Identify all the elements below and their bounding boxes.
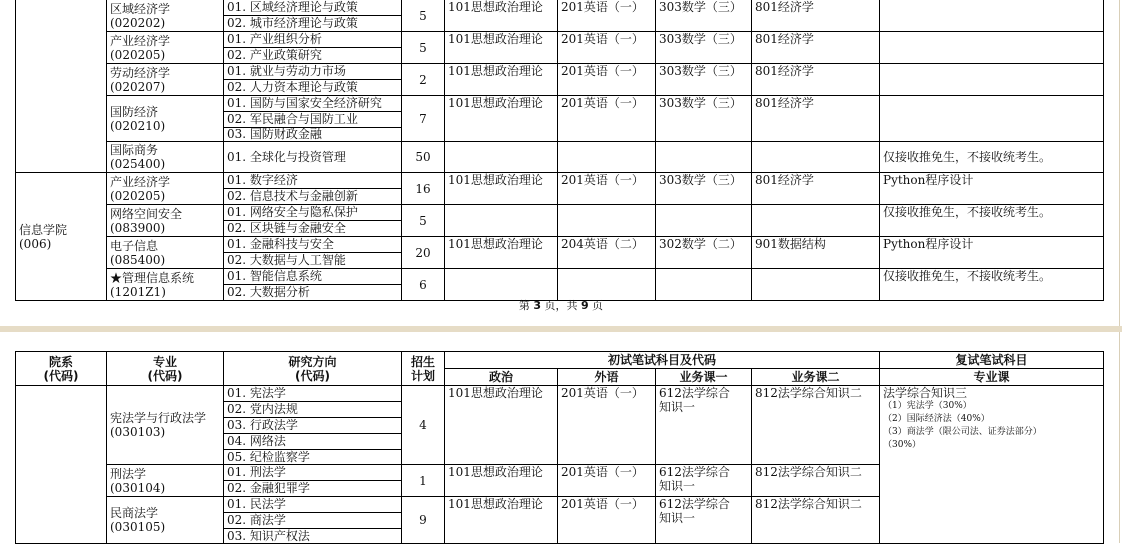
direction-list: [224, 497, 402, 544]
major-name: 区域经济学: [110, 1, 171, 16]
school-cell: [16, 0, 107, 173]
header-school: 院系 (代码): [16, 352, 107, 386]
admissions-table-page4: [15, 351, 1104, 544]
major-cell: [107, 269, 224, 301]
direction-list: [224, 237, 402, 269]
direction-item: 01. 就业与劳动力市场: [224, 64, 401, 80]
direction-item: 03. 知识产权法: [227, 529, 310, 543]
course1-cell: [656, 269, 752, 301]
major-code: (020202): [110, 15, 166, 30]
major-code: (030105): [110, 520, 166, 534]
page-footer: 第 3 页，共 9 页: [518, 299, 604, 312]
header-politics: 政治: [445, 369, 558, 386]
major-cell: [107, 205, 224, 237]
header-course1: 业务课一: [656, 369, 752, 386]
header-retest: 复试笔试科目: [880, 352, 1104, 369]
direction-item: 02. 商法学: [224, 513, 401, 529]
major-cell: [107, 64, 224, 96]
retest-cell: 仅接收推免生，不接收统考生。: [880, 142, 1104, 173]
major-code: (020205): [110, 188, 166, 203]
foreign-cell: 201英语（一）: [558, 386, 656, 465]
major-cell: [107, 142, 224, 173]
course1-cell: 303数学（三）: [656, 96, 752, 142]
direction-list: [224, 64, 402, 96]
course1-cell: [656, 465, 752, 497]
course1-line: 知识一: [659, 479, 696, 493]
course2-cell: 812法学综合知识二: [752, 386, 880, 465]
direction-item: 01. 国防与国家安全经济研究: [224, 96, 401, 112]
course1-line: 612法学综合: [659, 497, 730, 511]
quota-cell: 5: [402, 205, 445, 237]
course1-cell: 303数学（三）: [656, 32, 752, 64]
retest-cell: Python程序设计: [880, 173, 1104, 205]
direction-list: [224, 465, 402, 497]
major-code: (030103): [110, 425, 166, 439]
admissions-table-page3: [15, 0, 1104, 301]
retest-title: 法学综合知识三: [883, 386, 968, 400]
foreign-cell: 201英语（一）: [558, 465, 656, 497]
direction-item: 01. 产业组织分析: [224, 32, 401, 48]
table-row: [16, 96, 1104, 142]
politics-cell: 101思想政治理论: [445, 32, 558, 64]
direction-item: 02. 军民融合与国防工业: [224, 112, 401, 128]
header-retest-sub: 专业课: [880, 369, 1104, 386]
direction-item: 01. 金融科技与安全: [224, 237, 401, 253]
direction-list: [224, 173, 402, 205]
course1-cell: [656, 142, 752, 173]
direction-item: 01. 刑法学: [224, 465, 401, 481]
foreign-cell: 204英语（二）: [558, 237, 656, 269]
direction-list: [224, 142, 402, 173]
header-course2: 业务课二: [752, 369, 880, 386]
politics-cell: 101思想政治理论: [445, 173, 558, 205]
direction-item: 02. 金融犯罪学: [227, 481, 310, 495]
table-row: [16, 173, 1104, 205]
direction-item: 02. 信息技术与金融创新: [227, 189, 358, 203]
course1-cell: 302数学（二）: [656, 237, 752, 269]
direction-list: [224, 32, 402, 64]
major-code: (025400): [110, 157, 166, 171]
politics-cell: 101思想政治理论: [445, 465, 558, 497]
school-cell: [16, 386, 107, 544]
direction-item: 02. 区块链与金融安全: [227, 221, 346, 235]
major-cell: [107, 237, 224, 269]
politics-cell: 101思想政治理论: [445, 96, 558, 142]
major-cell: [107, 32, 224, 64]
table-row: [16, 205, 1104, 237]
politics-cell: 101思想政治理论: [445, 64, 558, 96]
direction-item: 01. 数字经济: [224, 173, 401, 189]
direction-list: [224, 0, 402, 32]
course1-line: 知识一: [659, 400, 696, 414]
politics-cell: [445, 142, 558, 173]
retest-item: （1）宪法学（30%）: [883, 401, 972, 411]
major-cell: [107, 386, 224, 465]
direction-item: 01. 区域经济理论与政策: [224, 0, 401, 16]
course1-cell: [656, 386, 752, 465]
course2-cell: 801经济学: [752, 96, 880, 142]
retest-cell: [880, 64, 1104, 96]
quota-cell: 5: [402, 32, 445, 64]
direction-list: [224, 96, 402, 142]
table-row: [16, 142, 1104, 173]
direction-item: 02. 大数据与人工智能: [227, 253, 346, 267]
foreign-cell: 201英语（一）: [558, 64, 656, 96]
quota-cell: 4: [402, 386, 445, 465]
course1-line: 612法学综合: [659, 465, 730, 479]
retest-item: （30%）: [883, 440, 922, 450]
quota-cell: 9: [402, 497, 445, 544]
page-edge: [1119, 332, 1120, 543]
direction-item: 02. 产业政策研究: [227, 48, 322, 62]
major-code: (020205): [110, 47, 166, 62]
retest-cell: [880, 32, 1104, 64]
direction-item: 02. 城市经济理论与政策: [227, 16, 358, 30]
course2-cell: [752, 205, 880, 237]
direction-item: 01. 全球化与投资管理: [227, 150, 346, 164]
header-major: 专业 (代码): [107, 352, 224, 386]
major-name: 产业经济学: [110, 33, 171, 48]
header-direction: 研究方向 (代码): [224, 352, 402, 386]
header-written-exam: 初试笔试科目及代码: [445, 352, 880, 369]
major-code: (030104): [110, 480, 166, 495]
quota-cell: 6: [402, 269, 445, 301]
page-4: [0, 332, 1122, 543]
course2-cell: 801经济学: [752, 173, 880, 205]
school-name: 信息学院: [19, 222, 68, 237]
direction-item: 01. 网络安全与隐私保护: [224, 205, 401, 221]
direction-list: [224, 269, 402, 301]
direction-item: 05. 纪检监察学: [227, 450, 310, 464]
foreign-cell: 201英语（一）: [558, 32, 656, 64]
major-name: 产业经济学: [110, 174, 171, 189]
course2-cell: 801经济学: [752, 64, 880, 96]
major-cell: [107, 173, 224, 205]
quota-cell: 7: [402, 96, 445, 142]
quota-cell: 50: [402, 142, 445, 173]
retest-item: （3）商法学（限公司法、证券法部分）: [883, 427, 1042, 437]
table-row: [16, 269, 1104, 301]
retest-cell: 仅接收推免生，不接收统考生。: [880, 269, 1104, 301]
direction-item: 02. 大数据分析: [227, 285, 310, 299]
quota-cell: 1: [402, 465, 445, 497]
major-name: 国防经济: [110, 104, 159, 119]
foreign-cell: [558, 142, 656, 173]
retest-cell: [880, 96, 1104, 142]
course2-cell: [752, 142, 880, 173]
major-cell: [107, 96, 224, 142]
direction-item: 01. 智能信息系统: [224, 269, 401, 285]
course1-cell: 303数学（三）: [656, 173, 752, 205]
politics-cell: 101思想政治理论: [445, 497, 558, 544]
politics-cell: 101思想政治理论: [445, 386, 558, 465]
course1-cell: [656, 205, 752, 237]
retest-item: （2）国际经济法（40%）: [883, 414, 990, 424]
table-row: [16, 32, 1104, 64]
page-total: 9: [581, 299, 589, 312]
direction-list: [224, 205, 402, 237]
course2-cell: 901数据结构: [752, 237, 880, 269]
direction-item: 02. 党内法规: [224, 402, 401, 418]
major-name: 民商法学: [110, 506, 159, 520]
course2-cell: 801经济学: [752, 0, 880, 32]
major-name: ★管理信息系统: [110, 270, 195, 285]
quota-cell: 2: [402, 64, 445, 96]
major-cell: [107, 497, 224, 544]
table-row: [16, 237, 1104, 269]
retest-cell: 仅接收推免生，不接收统考生。: [880, 205, 1104, 237]
direction-list: [224, 386, 402, 465]
direction-item: 01. 民法学: [224, 497, 401, 513]
major-name: 网络空间安全: [110, 206, 183, 221]
school-cell: [16, 173, 107, 301]
direction-item: 03. 行政法学: [224, 418, 401, 434]
course1-cell: 303数学（三）: [656, 64, 752, 96]
major-cell: [107, 0, 224, 32]
direction-item: 03. 国防财政金融: [227, 127, 322, 141]
foreign-cell: 201英语（一）: [558, 497, 656, 544]
header-foreign: 外语: [558, 369, 656, 386]
foreign-cell: [558, 205, 656, 237]
major-code: (020210): [110, 118, 166, 133]
major-name: 国际商务: [110, 143, 159, 157]
major-name: 刑法学: [110, 466, 147, 481]
major-name: 电子信息: [110, 238, 159, 253]
header-quota: 招生 计划: [402, 352, 445, 386]
quota-cell: 20: [402, 237, 445, 269]
table-row: [16, 64, 1104, 96]
major-name: 劳动经济学: [110, 65, 171, 80]
course2-cell: 812法学综合知识二: [752, 497, 880, 544]
politics-cell: 101思想政治理论: [445, 0, 558, 32]
course1-cell: [656, 497, 752, 544]
politics-cell: 101思想政治理论: [445, 237, 558, 269]
course2-cell: 801经济学: [752, 32, 880, 64]
major-code: (083900): [110, 220, 166, 235]
course1-line: 知识一: [659, 511, 696, 525]
direction-item: 02. 人力资本理论与政策: [227, 80, 358, 94]
quota-cell: 16: [402, 173, 445, 205]
retest-cell: [880, 386, 1104, 544]
page-number: 3: [533, 299, 541, 312]
quota-cell: 5: [402, 0, 445, 32]
school-code: (006): [19, 236, 52, 251]
course2-cell: 812法学综合知识二: [752, 465, 880, 497]
course1-cell: 303数学（三）: [656, 0, 752, 32]
retest-cell: [880, 0, 1104, 32]
politics-cell: [445, 205, 558, 237]
page-edge: [1119, 0, 1120, 326]
foreign-cell: 201英语（一）: [558, 173, 656, 205]
foreign-cell: 201英语（一）: [558, 0, 656, 32]
course2-cell: [752, 269, 880, 301]
direction-item: 04. 网络法: [224, 434, 401, 450]
major-code: (085400): [110, 252, 166, 267]
table-row: [16, 386, 1104, 465]
table-row: [16, 0, 1104, 32]
retest-cell: Python程序设计: [880, 237, 1104, 269]
course1-line: 612法学综合: [659, 386, 730, 400]
major-name: 宪法学与行政法学: [110, 411, 207, 425]
foreign-cell: 201英语（一）: [558, 96, 656, 142]
major-code: (1201Z1): [110, 284, 166, 299]
major-cell: [107, 465, 224, 497]
foreign-cell: [558, 269, 656, 301]
politics-cell: [445, 269, 558, 301]
direction-item: 01. 宪法学: [224, 386, 401, 402]
major-code: (020207): [110, 79, 166, 94]
